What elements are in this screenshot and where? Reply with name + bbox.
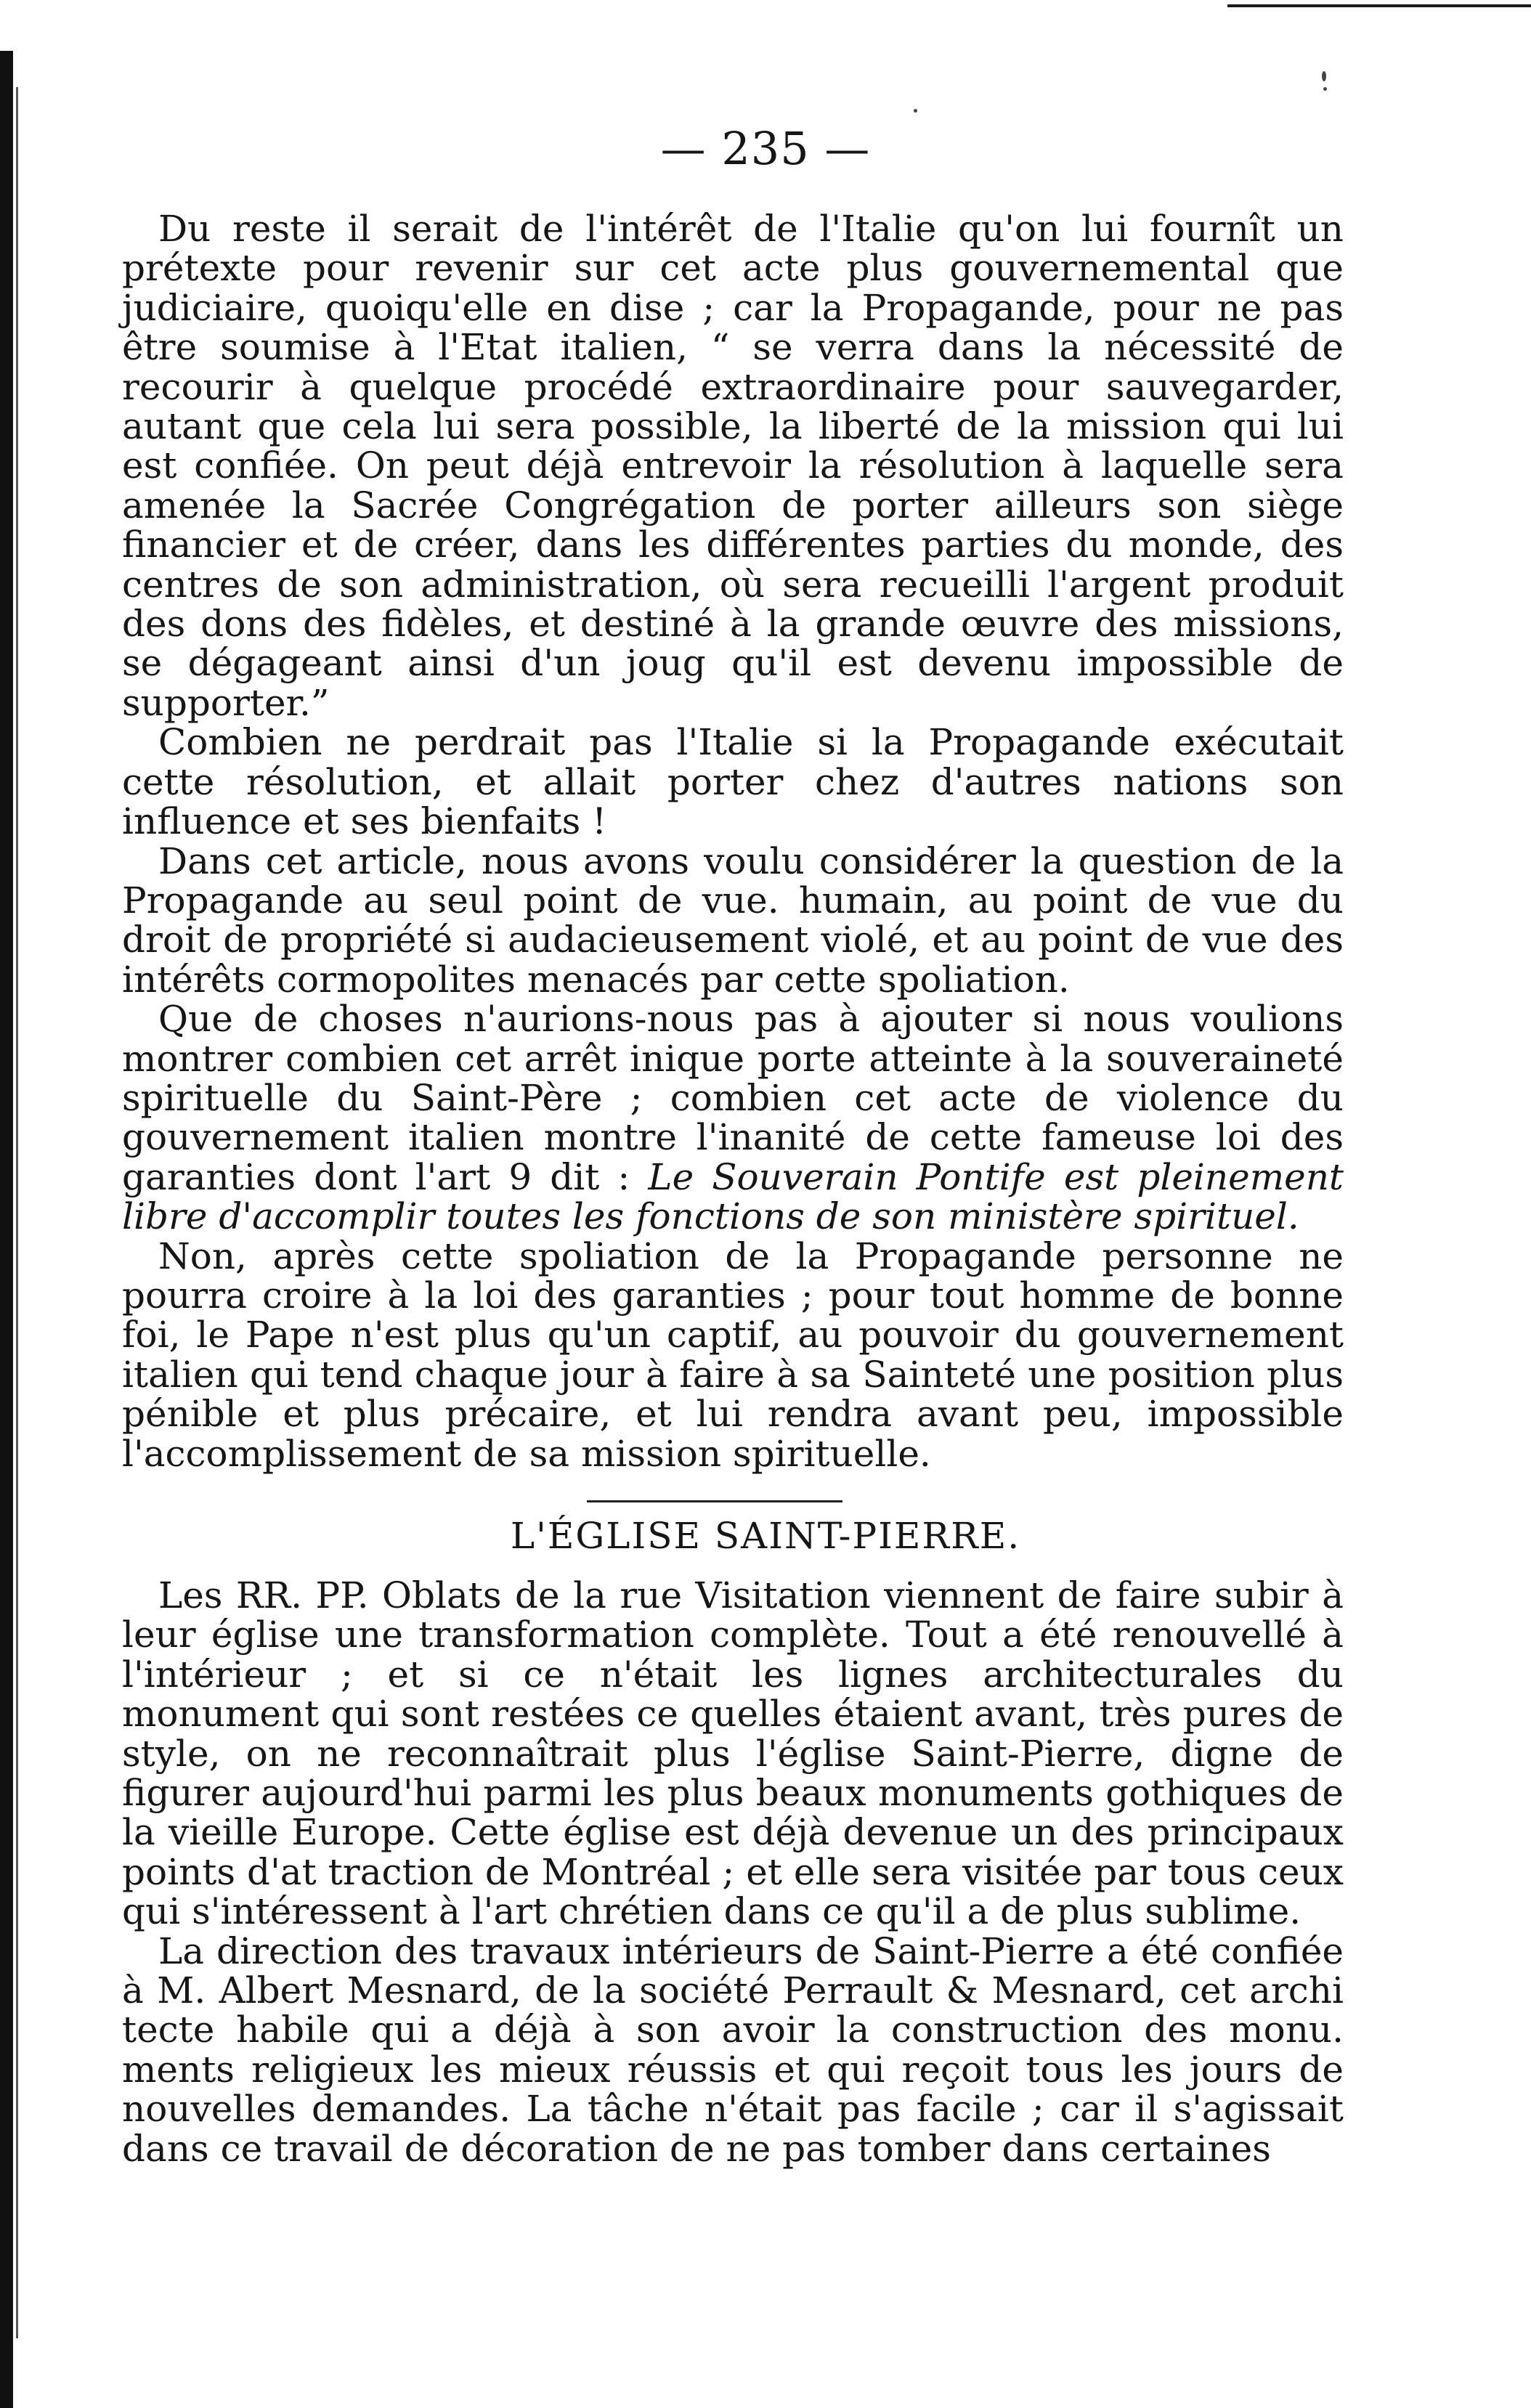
- scan-left-edge-inner: [16, 87, 18, 2338]
- paragraph-text: Que de choses n'aurions-nous pas à ajouter si nous voulions montrer combien cet arrêt inique porte atteinte à la souveraineté spirituelle du Saint-Père ; combien cet acte de violence du gouvernement italien montre l'inanité de cette fameuse loi des garanties dont l'art 9 dit :: [122, 998, 1344, 1198]
- page-number: — 235 —: [660, 122, 871, 175]
- top-border-rule: [1227, 4, 1531, 7]
- scan-speck: [1323, 87, 1327, 91]
- article-body-bottom: [122, 1576, 1344, 2168]
- scan-speck: [1322, 71, 1326, 81]
- paragraph: Du reste il serait de l'intérêt de l'Italie qu'on lui fournît un prétexte pour revenir sur cet acte plus gouvernemental que judiciaire, quoiqu'elle en dise ; car la Propagande, pour ne pas être soumise à l'Etat italien, “ se verra dans la nécessité de recourir à quelque procédé extraordinaire pour sauvegarder, autant que cela lui sera possible, la liberté de la mission qui lui est confiée. On peut déjà entrevoir la résolution à laquelle sera amenée la Sacrée Congrégation de porter ailleurs son siège financier et de créer, dans les différentes parties du monde, des centres de son administration, où sera recueilli l'argent produit des dons des fidèles, et destiné à la grande œuvre des missions, se dégageant ainsi d'un joug qu'il est devenu impossible de supporter.”: [122, 208, 1344, 724]
- scan-speck: [914, 109, 917, 113]
- scan-left-edge: [0, 51, 13, 2408]
- section-divider: [587, 1500, 842, 1502]
- paragraph: Non, après cette spoliation de la Propagande personne ne pourra croire à la loi des garanties ; pour tout homme de bonne foi, le Pape n'est plus qu'un captif, au pouvoir du gouvernement italien qui tend chaque jour à faire à sa Sainteté une position plus pénible et plus précaire, et lui rendra avant peu, impossible l'accomplissement de sa mission spirituelle.: [122, 1234, 1344, 1475]
- italic-quotation: Le Souverain Pontife est pleinement libre d'accomplir toutes les fonctions de son ministère spirituel.: [122, 1155, 1344, 1238]
- section-heading: L'ÉGLISE SAINT-PIERRE.: [510, 1515, 1021, 1557]
- paragraph: La direction des travaux intérieurs de Saint-Pierre a été confiée à M. Albert Mesnard, de la société Perrault & Mesnard, cet archi tecte habile qui a déjà à son avoir la construction des monu. ments religieux les mieux réussis et qui reçoit tous les jours de nouvelles demandes. La tâche n'était pas facile ; car il s'agissait dans ce travail de décoration de ne pas tomber dans certaines: [122, 1929, 1344, 2170]
- paragraph: Les RR. PP. Oblats de la rue Visitation viennent de faire subir à leur église une transformation complète. Tout a été renouvellé à l'intérieur ; et si ce n'était les lignes architecturales du monument qui sont restées ce quelles étaient avant, très pures de style, on ne reconnaîtrait plus l'église Saint-Pierre, digne de figurer aujourd'hui parmi les plus beaux monuments gothiques de la vieille Europe. Cette église est déjà devenue un des principaux points d'at traction de Montréal ; et elle sera visitée par tous ceux qui s'intéressent à l'art chrétien dans ce qu'il a de plus sublime.: [122, 1574, 1344, 1933]
- paragraph-quote: [122, 999, 1344, 1236]
- article-body-top: [122, 209, 1344, 1473]
- paragraph: Combien ne perdrait pas l'Italie si la Propagande exécutait cette résolution, et allait porter chez d'autres nations son influence et ses bienfaits !: [122, 721, 1344, 843]
- paragraph: Dans cet article, nous avons voulu considérer la question de la Propagande au seul point de vue. humain, au point de vue du droit de propriété si audacieusement violé, et au point de vue des intérêts cormopolites menacés par cette spoliation.: [122, 839, 1344, 1001]
